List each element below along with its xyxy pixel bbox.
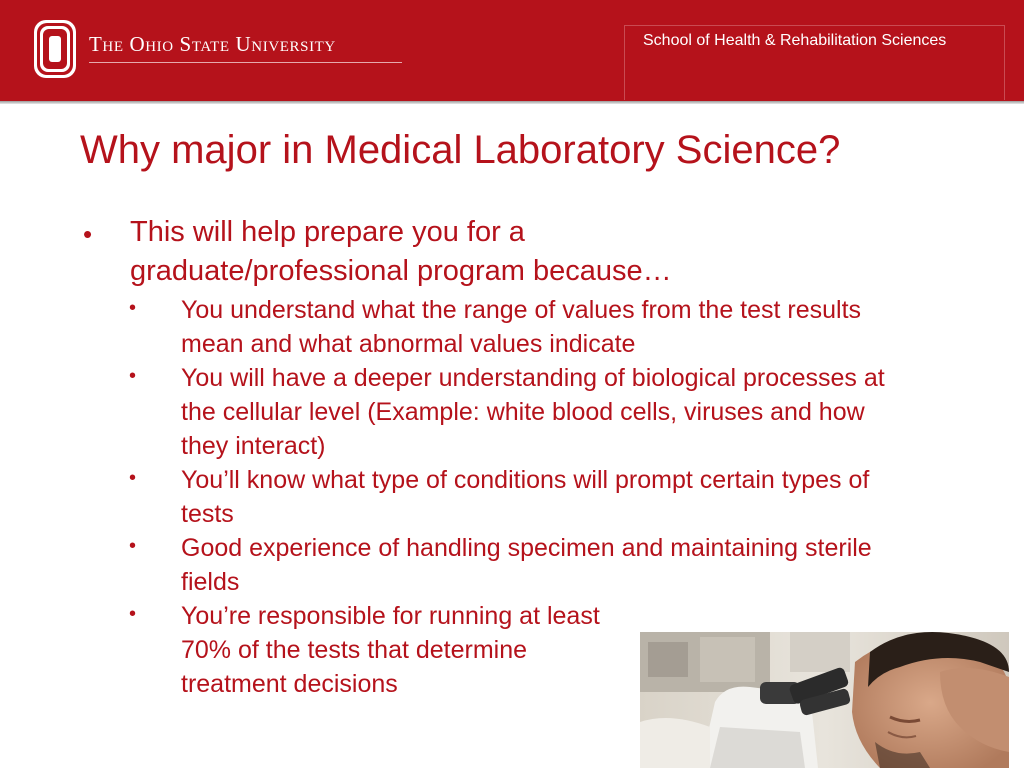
wordmark-underline	[89, 62, 402, 63]
block-o-logo-icon	[34, 20, 76, 78]
sub-bullet-text: You will have a deeper understanding of biological processes at the cellular level (Example: white blood cells, viruses and how they interact)	[181, 364, 885, 460]
school-name: School of Health & Rehabilitation Sciences	[643, 32, 947, 49]
sub-bullet-marker: •	[129, 297, 137, 319]
microscope-student-photo	[640, 632, 1009, 768]
sub-bullet-marker: •	[129, 603, 137, 625]
header-bar	[0, 0, 1024, 101]
university-wordmark	[89, 32, 336, 57]
header-shadow	[0, 101, 1024, 104]
sub-bullet-marker: •	[129, 467, 137, 489]
sub-bullet-marker: •	[129, 365, 137, 387]
sub-bullet-text: Good experience of handling specimen and maintaining sterile fields	[181, 534, 872, 596]
slide-title: Why major in Medical Laboratory Science?	[80, 128, 841, 172]
bullet-marker: •	[83, 219, 93, 249]
sub-bullet-text: You understand what the range of values from the test results mean and what abnormal values indicate	[181, 296, 862, 358]
sub-bullet-marker: •	[129, 535, 137, 557]
sub-bullet-text: You’re responsible for running at least 70% of the tests that determine treatment decisions	[181, 602, 600, 698]
university-name: The Ohio State University	[89, 32, 336, 56]
main-bullet-text: This will help prepare you for a graduate/professional program because…	[130, 216, 672, 287]
sub-bullet-text: You’ll know what type of conditions will prompt certain types of tests	[181, 466, 870, 528]
